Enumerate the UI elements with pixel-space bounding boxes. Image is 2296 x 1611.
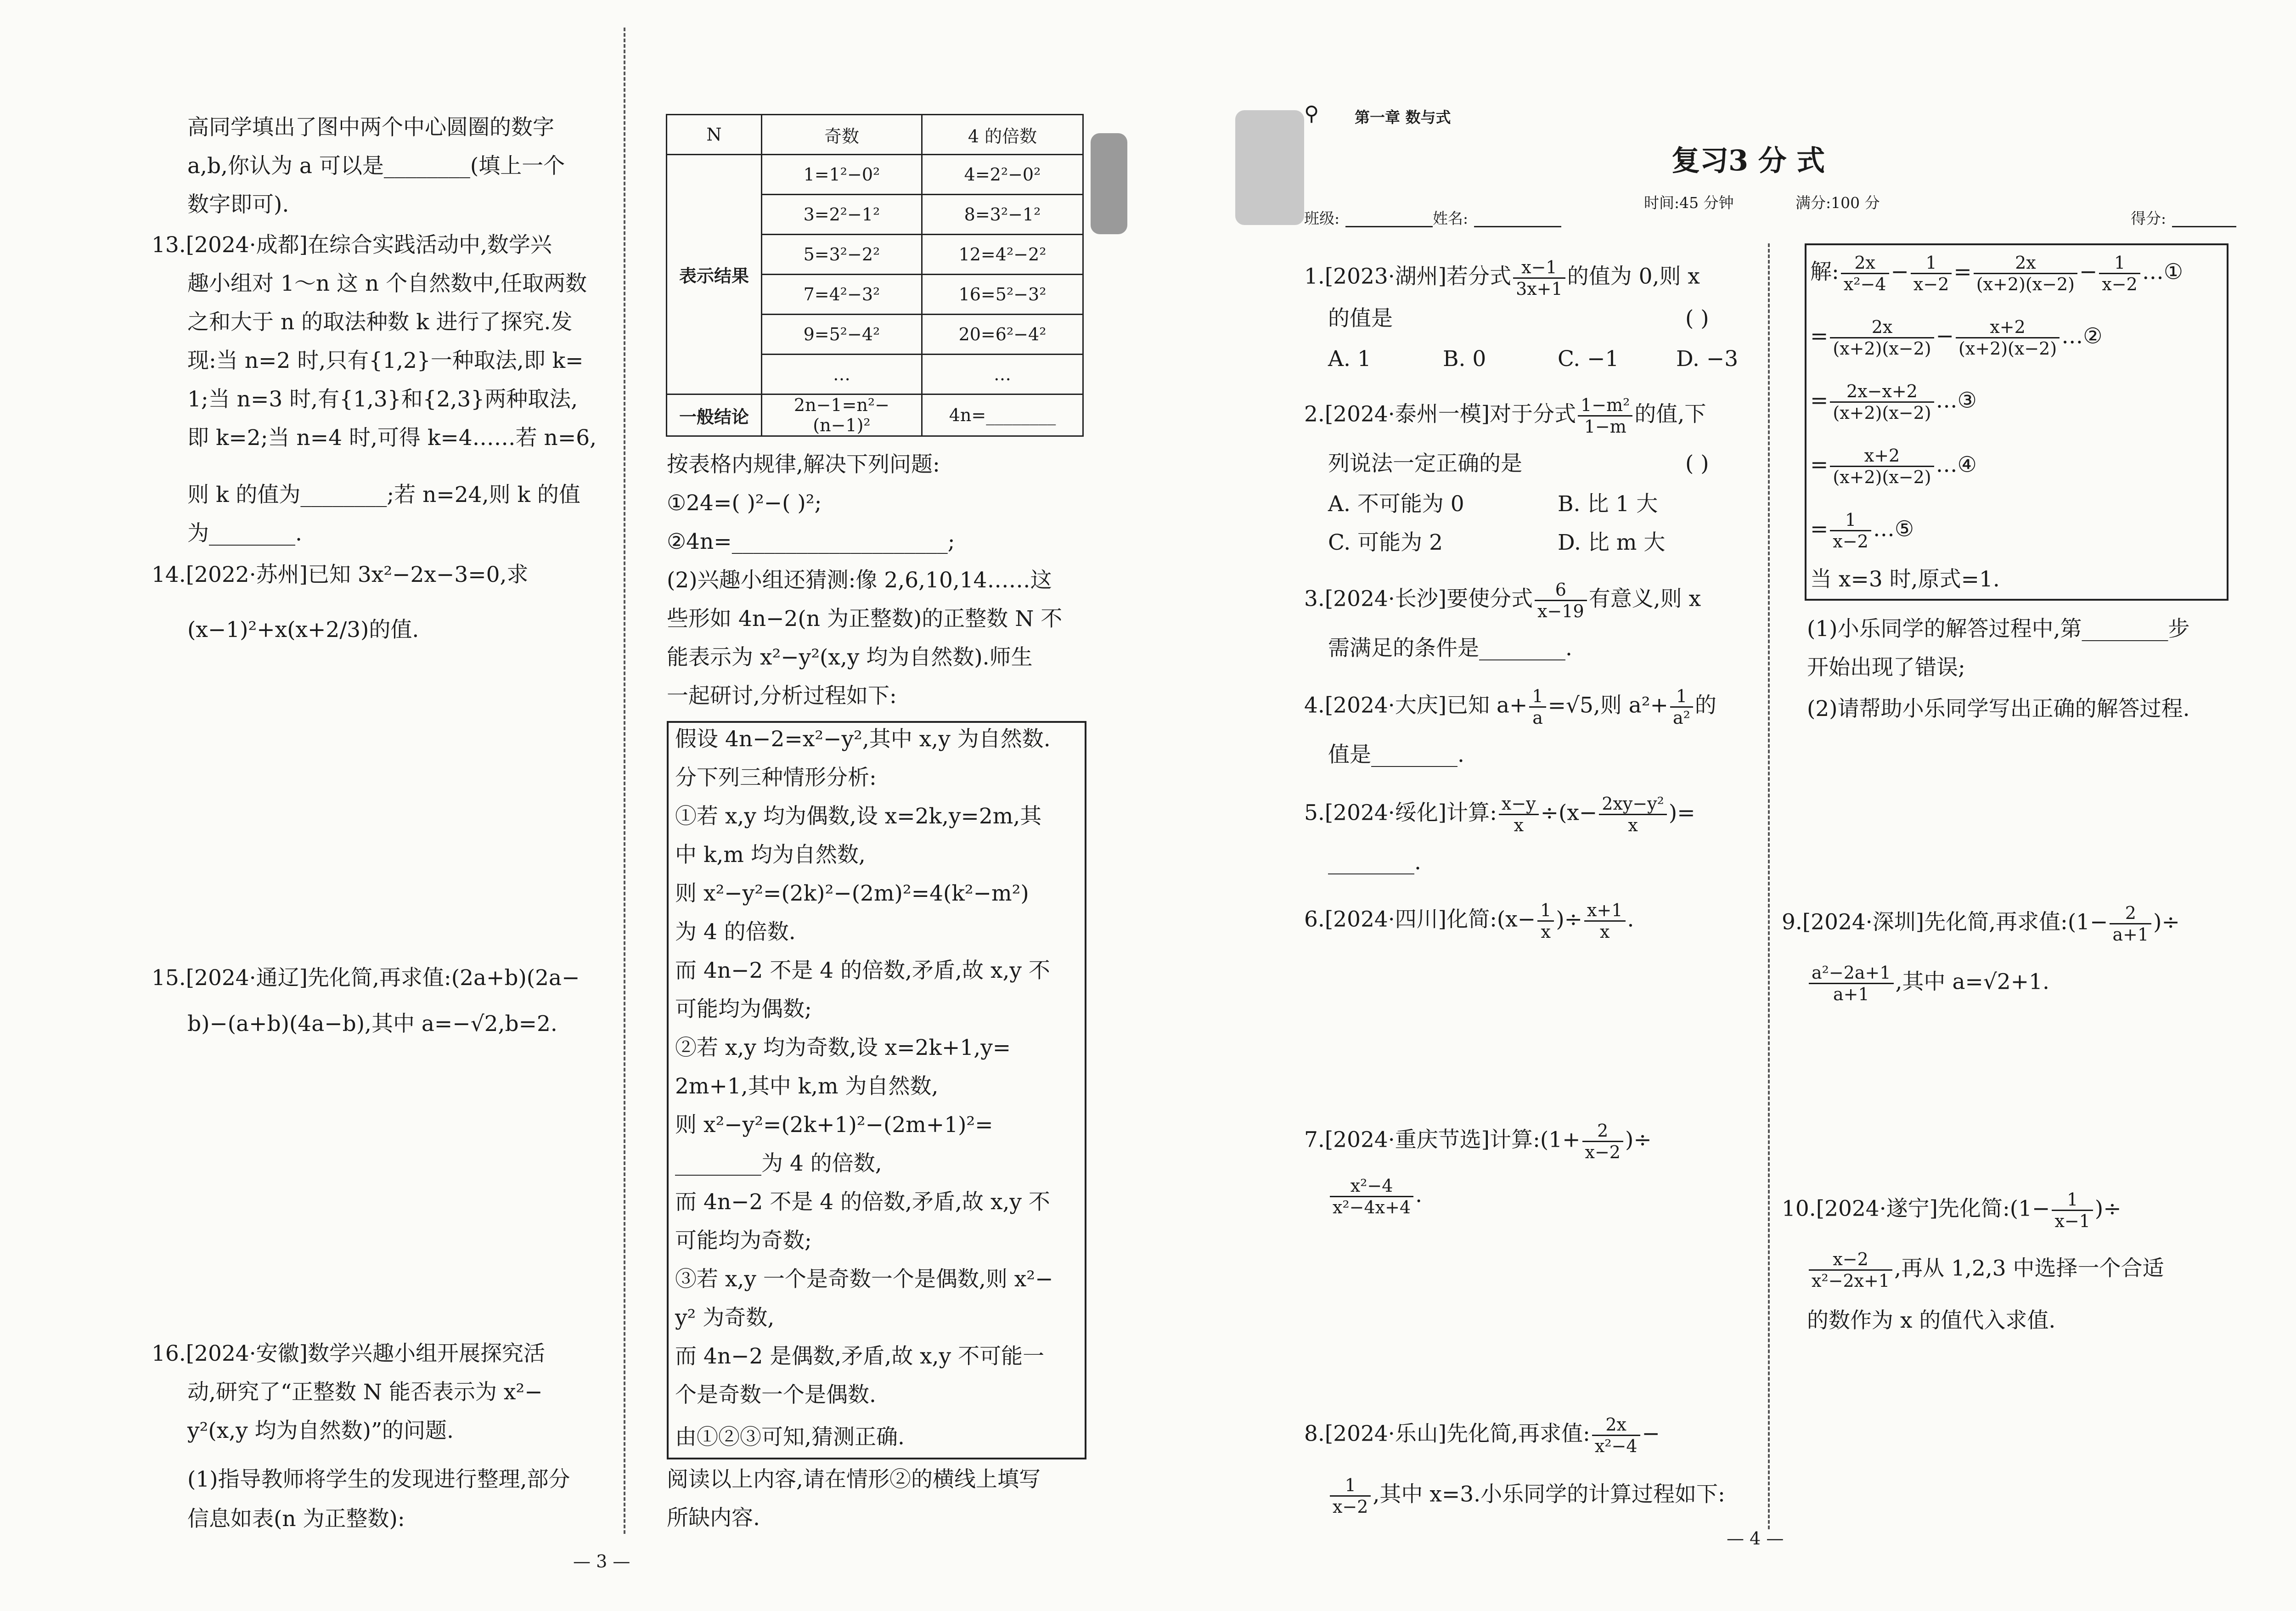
q12-line2: a,b,你认为 a 可以是________(填上一个 xyxy=(187,153,565,179)
analysis-line: 中 k,m 均为自然数, xyxy=(675,842,866,867)
analysis-line: 而 4n−2 不是 4 的倍数,矛盾,故 x,y 不 xyxy=(675,1189,1050,1215)
q8-line2: $\frac{1}{x-2}$ ,其中 x=3.小乐同学的计算过程如下: xyxy=(1328,1475,1725,1517)
q14-line: (x−1)²+x(x+2/3)的值. xyxy=(187,617,419,642)
q5-text: 5.[2024·绥化]计算: $\frac{x-y}{x}$ ÷(x− $\frac{\text{2xy−y²}}{x}$ )= xyxy=(1304,794,1695,835)
q5-line2: ________. xyxy=(1328,850,1421,875)
col2-line: (2)兴趣小组还猜测:像 2,6,10,14……这 xyxy=(667,568,1052,593)
q2-text: 2.[2024·泰州一模]对于分式 $\frac{\text{1−m²}}{1-m}$ 的值,下 xyxy=(1304,395,1706,437)
col2-line: 能表示为 x²−y²(x,y 均为自然数).师生 xyxy=(667,645,1033,670)
q1-fraction: $\frac{x-1}{3x+1}$ xyxy=(1513,257,1565,299)
column-divider xyxy=(1768,243,1770,1529)
col2-line: 些形如 4n−2(n 为正整数)的正整数 N 不 xyxy=(667,606,1063,631)
sol-step-3: = $\frac{2x-x+2}{(x+2)(x-2)}$ …③ xyxy=(1810,381,1977,423)
table-cell: 12=4²−2² xyxy=(922,235,1083,275)
q1-line2: 的值是 xyxy=(1328,306,1393,331)
name-field[interactable] xyxy=(1474,226,1561,227)
col2-line: 一起研讨,分析过程如下: xyxy=(667,683,897,709)
q8-sub: (2)请帮助小乐同学写出正确的解答过程. xyxy=(1807,696,2190,721)
table-general-mult4: 4n=________ xyxy=(922,394,1083,436)
q1-answer-paren[interactable]: ( ) xyxy=(1685,306,1709,331)
col2-line: ②4n=____________________; xyxy=(667,529,955,554)
name-label: 姓名: xyxy=(1433,209,1469,227)
q1-option: C. −1 xyxy=(1558,346,1619,372)
analysis-line: ②若 x,y 均为奇数,设 x=2k+1,y= xyxy=(675,1035,1011,1060)
col2-line: ①24=( )²−( )²; xyxy=(667,490,822,516)
q15-line: b)−(a+b)(4a−b),其中 a=−√2,b=2. xyxy=(187,1011,557,1036)
q3-text: 3.[2024·长沙]要使分式 $\frac{6}{x-19}$ 有意义,则 x xyxy=(1304,580,1701,621)
sol-last: 当 x=3 时,原式=1. xyxy=(1810,567,2000,592)
sol-step-5: = $\frac{1}{x-2}$ …⑤ xyxy=(1810,510,1914,552)
table-cell: 7=4²−3² xyxy=(761,275,922,315)
q16-line: (1)指导教师将学生的发现进行整理,部分 xyxy=(187,1467,570,1492)
q2-option: B. 比 1 大 xyxy=(1558,491,1658,517)
page-number-right: — 4 — xyxy=(1727,1528,1784,1549)
analysis-line: 由①②③可知,猜测正确. xyxy=(675,1425,905,1450)
table-general-label: 一般结论 xyxy=(667,394,762,436)
analysis-line: ________为 4 的倍数, xyxy=(675,1151,882,1176)
table-cell: … xyxy=(761,355,922,394)
score-field[interactable] xyxy=(2172,226,2236,227)
table-general-odd: 2n−1=n²−(n−1)² xyxy=(761,394,922,436)
q3-fraction: $\frac{6}{x-19}$ xyxy=(1535,580,1587,621)
q2-option: A. 不可能为 0 xyxy=(1328,491,1464,517)
analysis-line: 可能均为偶数; xyxy=(675,997,812,1022)
class-label: 班级: xyxy=(1304,209,1340,227)
table-cell: 4=2²−0² xyxy=(922,155,1083,195)
score-label: 得分: xyxy=(2131,209,2167,227)
q8-text: 8.[2024·乐山]先化简,再求值: $\frac{2x}{\text{x²−4}}$ − xyxy=(1304,1414,1660,1456)
q2-option: D. 比 m 大 xyxy=(1558,530,1666,555)
q13-line: 13.[2024·成都]在综合实践活动中,数学兴 xyxy=(152,232,552,258)
q12-line3: 数字即可). xyxy=(187,192,289,217)
analysis-line: 2m+1,其中 k,m 为自然数, xyxy=(675,1074,939,1099)
q12-line1: 高同学填出了图中两个中心圆圈的数字 xyxy=(187,115,554,140)
table-header-odd: 奇数 xyxy=(761,115,922,155)
table-row-label: 表示结果 xyxy=(667,155,762,394)
analysis-line: 分下列三种情形分析: xyxy=(675,765,877,790)
table-cell: 1=1²−0² xyxy=(761,155,922,195)
q8-sub: (1)小乐同学的解答过程中,第________步 xyxy=(1807,616,2190,642)
analysis-line: y² 为奇数, xyxy=(675,1305,775,1330)
table-cell: 16=5²−3² xyxy=(922,275,1083,315)
q13-line: 之和大于 n 的取法种数 k 进行了探究.发 xyxy=(187,310,573,335)
q16-line: 信息如表(n 为正整数): xyxy=(187,1506,405,1532)
analysis-line: 为 4 的倍数. xyxy=(675,919,796,945)
analysis-line: 而 4n−2 不是 4 的倍数,矛盾,故 x,y 不 xyxy=(675,958,1050,983)
sol-step-4: = $\frac{x+2}{(x+2)(x-2)}$ …④ xyxy=(1810,445,1977,487)
table-cell: … xyxy=(922,355,1083,394)
analysis-line: 个是奇数一个是偶数. xyxy=(675,1382,876,1408)
analysis-line: ③若 x,y 一个是奇数一个是偶数,则 x²− xyxy=(675,1267,1053,1292)
analysis-line: 可能均为奇数; xyxy=(675,1228,812,1253)
table-cell: 9=5²−4² xyxy=(761,315,922,355)
score-full-label: 满分:100 分 xyxy=(1795,194,1880,212)
q13-line: 1;当 n=3 时,有{1,3}和{2,3}两种取法, xyxy=(187,387,578,412)
q4-line2: 值是________. xyxy=(1328,742,1464,767)
analysis-line: ①若 x,y 均为偶数,设 x=2k,y=2m,其 xyxy=(675,804,1042,829)
q2-line2: 列说法一定正确的是 xyxy=(1328,451,1522,476)
q1-option: D. −3 xyxy=(1676,346,1739,372)
q7-text: 7.[2024·重庆节选]计算:(1+ $\frac{2}{x-2}$ )÷ xyxy=(1304,1121,1652,1162)
table-cell: 3=2²−1² xyxy=(761,195,922,235)
table-header-n: N xyxy=(667,115,762,155)
results-table xyxy=(666,114,1084,437)
page-number-left: — 3 — xyxy=(573,1551,630,1572)
page-title: 复习3 分 式 xyxy=(1671,144,1825,177)
q8-sub: 开始出现了错误; xyxy=(1807,655,1965,680)
table-cell: 5=3²−2² xyxy=(761,235,922,275)
q13-line: 即 k=2;当 n=4 时,可得 k=4……若 n=6, xyxy=(187,425,597,451)
analysis-line: 则 x²−y²=(2k)²−(2m)²=4(k²−m²) xyxy=(675,881,1029,906)
q2-fraction: $\frac{\text{1−m²}}{1-m}$ xyxy=(1578,395,1632,437)
chapter-heading: 第一章 数与式 xyxy=(1355,108,1451,126)
q13-line: 趣小组对 1～n 这 n 个自然数中,任取两数 xyxy=(187,271,587,296)
sol-step-1: 解: $\frac{2x}{\text{x²−4}}$ − $\frac{1}{x-2}$ = $\frac{2x}{(x+2)(x-2)}$ − $\frac{1}{x-2}$ …① xyxy=(1810,253,2183,294)
q1-text: 1.[2023·湖州]若分式 $\frac{x-1}{3x+1}$ 的值为 0,则 x xyxy=(1304,257,1700,299)
q13-line: 为________. xyxy=(187,521,302,546)
q3-line2: 需满足的条件是________. xyxy=(1328,636,1572,661)
analysis-line: 则 x²−y²=(2k+1)²−(2m+1)²= xyxy=(675,1112,993,1138)
q1-option: B. 0 xyxy=(1443,346,1486,372)
col2-after: 所缺内容. xyxy=(667,1505,760,1531)
q10-line2: $\frac{x-2}{\text{x²−2x+1}}$ ,再从 1,2,3 中选择一个合适 xyxy=(1807,1249,2164,1291)
q1-option: A. 1 xyxy=(1328,346,1371,372)
q9-line2: $\frac{\text{a²−2a+1}}{a+1}$ ,其中 a=√2+1. xyxy=(1807,963,2049,1004)
class-field[interactable] xyxy=(1345,226,1433,227)
table-cell: 20=6²−4² xyxy=(922,315,1083,355)
q4-text: 4.[2024·大庆]已知 a+ $\frac{1}{a}$ =√5,则 a²+ $\frac{1}{\text{a²}}$ 的 xyxy=(1304,686,1716,728)
q7-line2: $\frac{\text{x²−4}}{\text{x²−4x+4}}$ . xyxy=(1328,1176,1422,1217)
q6-text: 6.[2024·四川]化简:(x− $\frac{1}{x}$ )÷ $\frac{x+1}{x}$ . xyxy=(1304,900,1634,942)
q16-line: 动,研究了“正整数 N 能否表示为 x²− xyxy=(187,1380,543,1405)
q16-line: y²(x,y 均为自然数)”的问题. xyxy=(187,1418,454,1443)
chapter-tab xyxy=(1235,110,1304,225)
column-divider xyxy=(624,28,625,1534)
col2-line: 按表格内规律,解决下列问题: xyxy=(667,452,940,477)
q9-text: 9.[2024·深圳]先化简,再求值:(1− $\frac{2}{a+1}$ )÷ xyxy=(1782,903,2180,945)
q2-answer-paren[interactable]: ( ) xyxy=(1685,451,1709,476)
analysis-line: 而 4n−2 是偶数,矛盾,故 x,y 不可能一 xyxy=(675,1344,1045,1369)
location-pin-icon: ⚲ xyxy=(1304,102,1319,125)
q10-line3: 的数作为 x 的值代入求值. xyxy=(1807,1308,2056,1333)
q2-option: C. 可能为 2 xyxy=(1328,530,1443,555)
analysis-line: 假设 4n−2=x²−y²,其中 x,y 为自然数. xyxy=(675,727,1051,752)
col2-after: 阅读以上内容,请在情形②的横线上填写 xyxy=(667,1467,1041,1492)
time-label: 时间:45 分钟 xyxy=(1644,194,1734,212)
scan-mark xyxy=(1091,133,1127,234)
q13-line: 则 k 的值为________;若 n=24,则 k 的值 xyxy=(187,482,580,507)
q16-line: 16.[2024·安徽]数学兴趣小组开展探究活 xyxy=(152,1341,545,1366)
table-cell: 8=3²−1² xyxy=(922,195,1083,235)
q10-text: 10.[2024·遂宁]先化简:(1− $\frac{1}{x-1}$ )÷ xyxy=(1782,1189,2122,1231)
q15-line: 15.[2024·通辽]先化简,再求值:(2a+b)(2a− xyxy=(152,965,580,991)
q14-line: 14.[2022·苏州]已知 3x²−2x−3=0,求 xyxy=(152,562,529,587)
table-header-mult4: 4 的倍数 xyxy=(922,115,1083,155)
sol-step-2: = $\frac{2x}{(x+2)(x-2)}$ − $\frac{x+2}{(x+2)(x-2)}$ …② xyxy=(1810,317,2103,359)
q13-line: 现:当 n=2 时,只有{1,2}一种取法,即 k= xyxy=(187,348,584,373)
